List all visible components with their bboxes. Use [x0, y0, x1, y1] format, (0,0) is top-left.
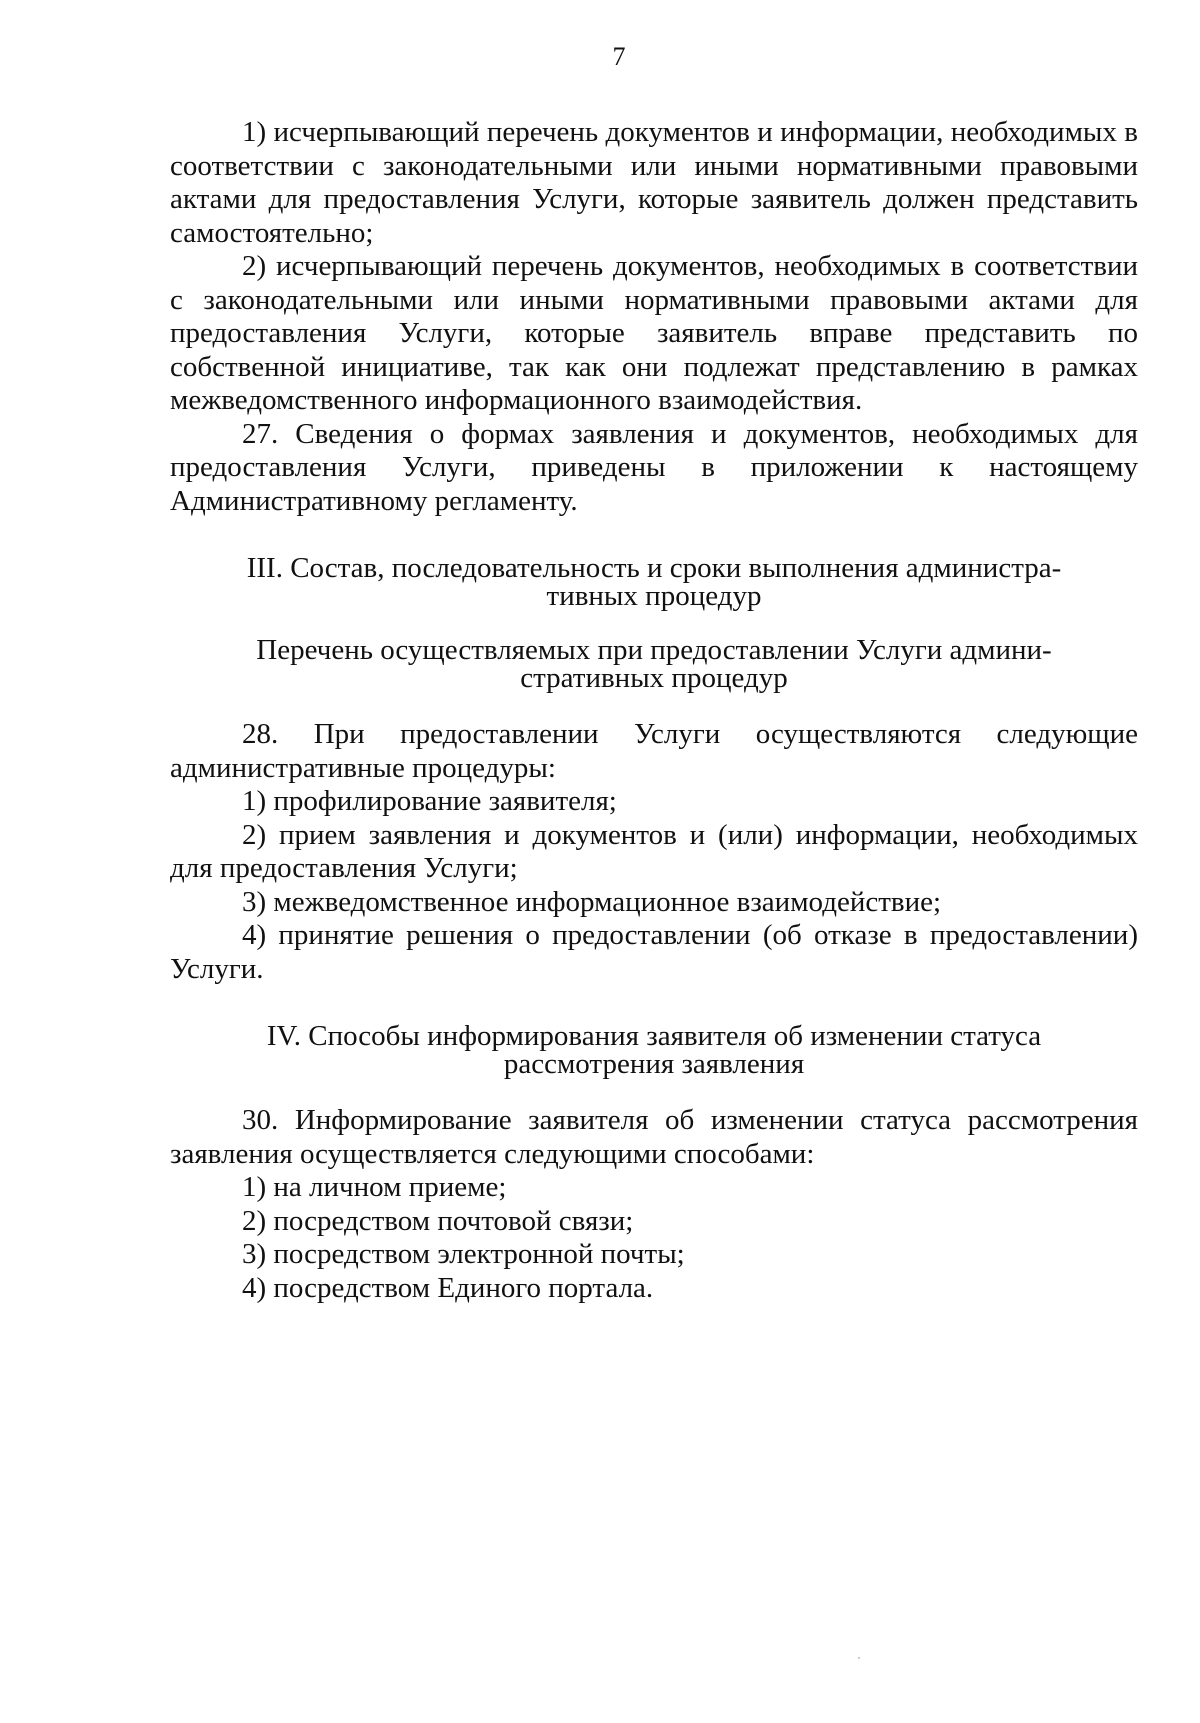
list-item: 1) на личном приеме; — [242, 1171, 507, 1203]
list-item: 3) межведомственное информационное взаимодействие; — [242, 885, 942, 918]
page-number: 7 — [612, 42, 626, 71]
document-body — [170, 116, 1138, 1305]
section-3-subheading — [170, 636, 1138, 692]
paragraph-28: 28. При предоставлении Услуги осуществляются следующие административные процедуры: — [170, 718, 1138, 784]
list-item: 2) посредством почтовой связи; — [242, 1204, 634, 1237]
section-4-heading — [170, 1022, 1138, 1078]
scan-speck — [858, 1657, 860, 1659]
list-item: 2) прием заявления и документов и (или) информации, необходимых для предоставления Услуги; — [170, 818, 1138, 884]
section-heading-line: рассмотрения заявления — [503, 1048, 805, 1080]
list-item: 1) исчерпывающий перечень документов и информации, необходимых в соответствии с законодательными или иными нормативными правовыми актами для предоставления Услуги, которые заявитель должен представить самостоятельно; — [170, 116, 1138, 249]
paragraph-27: 27. Сведения о формах заявления и документов, необходимых для предоставления Услуги, приведены в приложении к настоящему Административному регламенту. — [170, 417, 1138, 517]
paragraph-30: 30. Информирование заявителя об изменении статуса рассмотрения заявления осуществляется следующими способами: — [170, 1104, 1138, 1170]
list-item: 2) исчерпывающий перечень документов, необходимых в соответствии с законодательными или иными нормативными правовыми актами для предоставления Услуги, которые заявитель вправе представить по собственной инициативе, так как они подлежат представлению в рамках межведомственного информационного взаимодействия. — [170, 250, 1138, 416]
list-item: 3) посредством электронной почты; — [242, 1238, 685, 1270]
section-3-heading — [170, 554, 1138, 610]
informing-methods-list — [170, 1104, 1138, 1305]
section-heading-line: тивных процедур — [546, 580, 762, 612]
subheading-line: стративных процедур — [520, 662, 788, 694]
procedures-list — [170, 718, 1138, 986]
section-heading-line: IV. Способы информирования заявителя об изменении статуса — [266, 1020, 1042, 1052]
subheading-line: Перечень осуществляемых при предоставлении Услуги админи- — [256, 634, 1052, 666]
section-heading-line: III. Состав, последовательность и сроки выполнения администра- — [246, 552, 1062, 584]
list-item: 1) профилирование заявителя; — [242, 785, 617, 817]
list-item: 4) принятие решения о предоставлении (об отказе в предоставлении) Услуги. — [170, 919, 1138, 985]
list-item: 4) посредством Единого портала. — [242, 1271, 654, 1304]
documents-list — [170, 116, 1138, 518]
